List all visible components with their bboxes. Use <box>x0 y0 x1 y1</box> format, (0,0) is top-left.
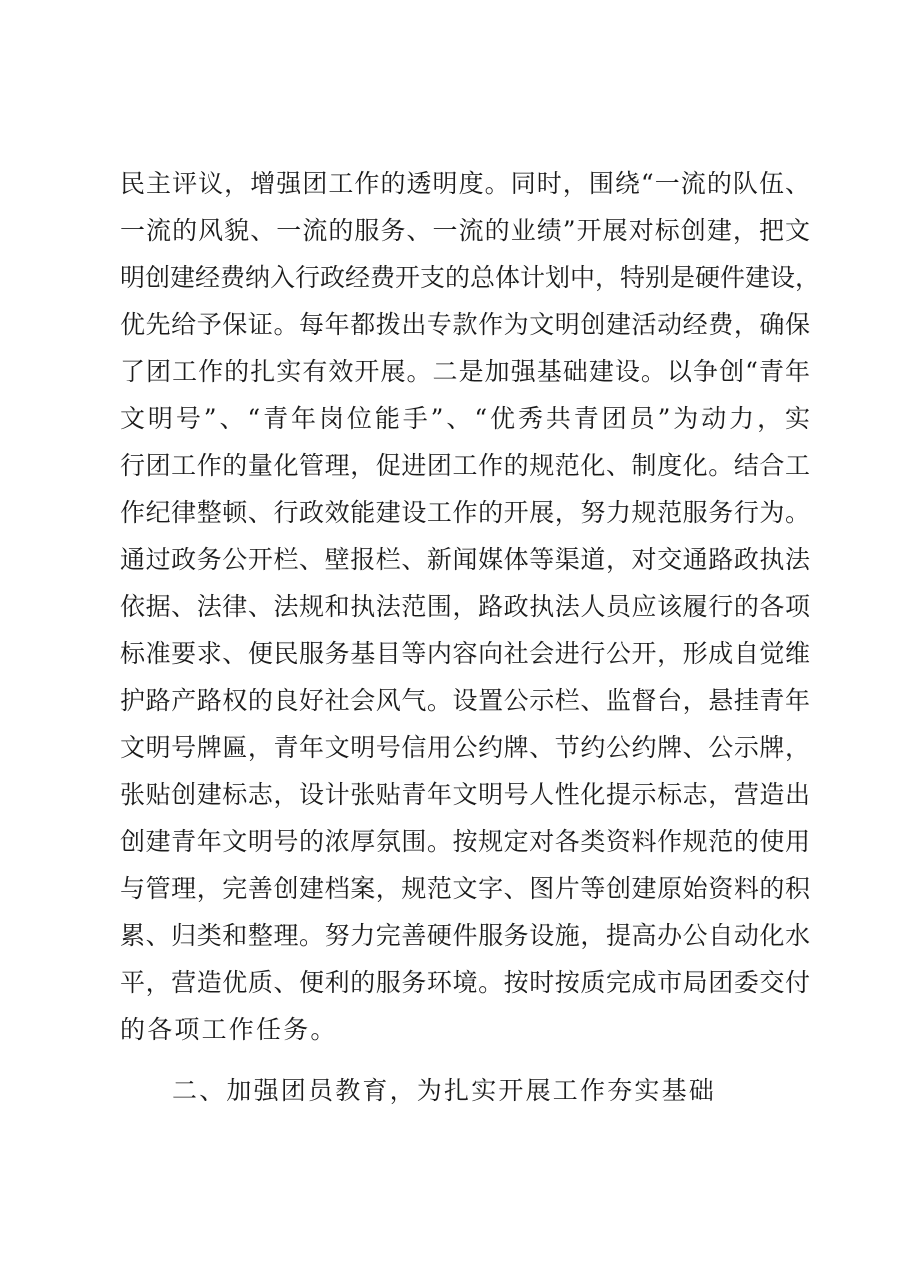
body-line-5: 了团工作的扎实有效开展。二是加强基础建设。以争创“青年 <box>120 357 810 386</box>
body-line-16: 与管理，完善创建档案，规范文字、图片等创建原始资料的积 <box>120 874 810 903</box>
body-line-7: 行团工作的量化管理，促进团工作的规范化、制度化。结合工 <box>120 451 810 480</box>
body-line-10: 依据、法律、法规和执法范围，路政执法人员应该履行的各项 <box>120 592 810 621</box>
body-line-6: 文明号”、“青年岗位能手”、“优秀共青团员”为动力，实 <box>120 404 810 433</box>
body-line-1: 民主评议，增强团工作的透明度。同时，围绕“一流的队伍、 <box>120 169 810 198</box>
section-heading: 二、加强团员教育，为扎实开展工作夯实基础 <box>172 1076 717 1105</box>
body-line-12: 护路产路权的良好社会风气。设置公示栏、监督台，悬挂青年 <box>120 686 810 715</box>
body-line-3: 明创建经费纳入行政经费开支的总体计划中，特别是硬件建设， <box>120 263 821 292</box>
body-line-13: 文明号牌匾，青年文明号信用公约牌、节约公约牌、公示牌， <box>120 733 810 762</box>
body-line-8: 作纪律整顿、行政效能建设工作的开展，努力规范服务行为。 <box>120 498 810 527</box>
body-line-4: 优先给予保证。每年都拨出专款作为文明创建活动经费，确保 <box>120 310 810 339</box>
body-line-9: 通过政务公开栏、壁报栏、新闻媒体等渠道，对交通路政执法 <box>120 545 810 574</box>
body-line-11: 标准要求、便民服务基目等内容向社会进行公开，形成自觉维 <box>120 639 810 668</box>
body-line-14: 张贴创建标志，设计张贴青年文明号人性化提示标志，营造出 <box>120 780 810 809</box>
body-line-18: 平，营造优质、便利的服务环境。按时按质完成市局团委交付 <box>120 968 810 997</box>
body-line-17: 累、归类和整理。努力完善硬件服务设施，提高办公自动化水 <box>120 921 810 950</box>
body-line-2: 一流的风貌、一流的服务、一流的业绩”开展对标创建，把文 <box>120 216 810 245</box>
body-line-19: 的各项工作任务。 <box>120 1015 338 1044</box>
body-line-15: 创建青年文明号的浓厚氛围。按规定对各类资料作规范的使用 <box>120 827 810 856</box>
